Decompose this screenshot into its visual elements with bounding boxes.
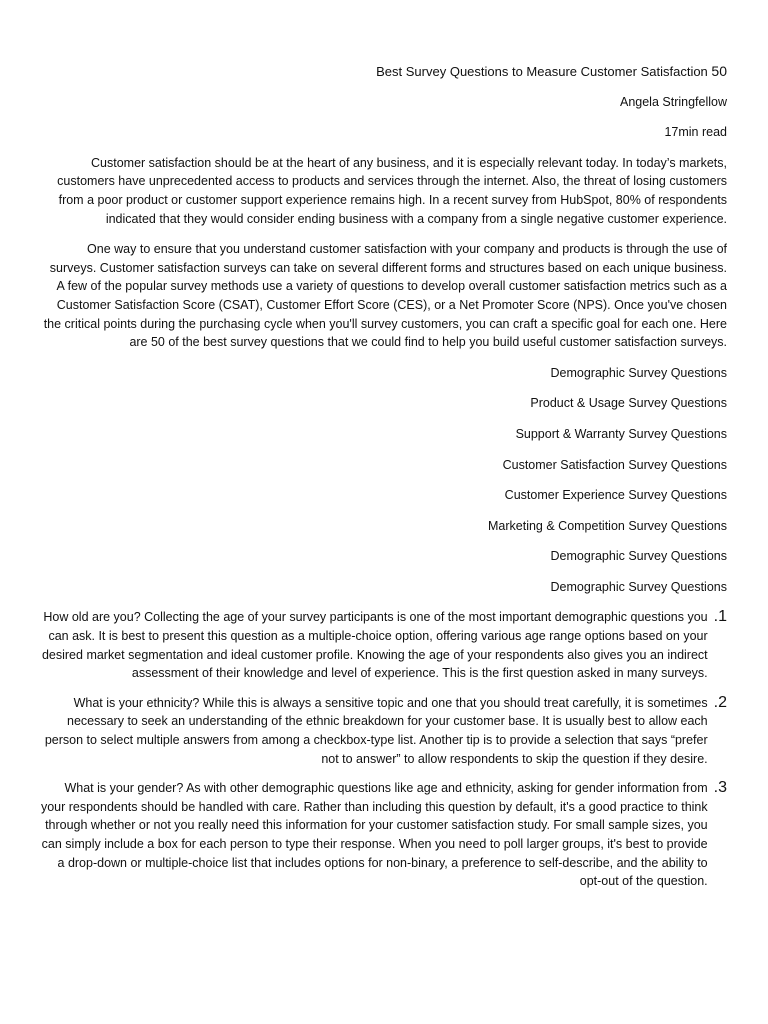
section-link: Demographic Survey Questions bbox=[550, 365, 727, 380]
question-text: What is your gender? As with other demographic questions like age and ethnicity, asking for gender information from your respondents should be handled with care. Rather than including this question by default, it's a good practice to think through whether or not you really need this information for your customer satisfaction study. For small sample sizes, you can simply include a box for each person to type their response. When you need to poll larger groups, it's best to provide a drop-down or multiple-choice list that includes options for non-binary, a preference to self-describe, and the ability to opt-out of the question. bbox=[40, 781, 708, 889]
section-heading: Demographic Survey Questions bbox=[550, 579, 727, 594]
question-item bbox=[40, 608, 727, 682]
intro-paragraph: One way to ensure that you understand customer satisfaction with your company and products is through the use of surveys. Customer satisfaction surveys can take on several different forms and structures based on each unique business. A few of the popular survey methods use a variety of questions to develop overall customer satisfaction metrics such as a Customer Satisfaction Score (CSAT), Customer Effort Score (CES), or a Net Promoter Score (NPS). Once you've chosen the critical points during the purchasing cycle when you'll survey customers, you can craft a specific goal for each one. Here are 50 of the best survey questions that we could find to help you build useful customer satisfaction surveys. bbox=[43, 242, 727, 350]
intro-paragraph: Customer satisfaction should be at the heart of any business, and it is especially relevant today. In today’s markets, customers have unprecedented access to products and services through the internet. Also, the threat of losing customers from a poor product or customer support experience remains high. In a recent survey from HubSpot, 80% of respondents indicated that they would consider ending business with a company from a single negative customer experience. bbox=[57, 155, 727, 226]
section-link: Marketing & Competition Survey Questions bbox=[488, 518, 727, 533]
question-item bbox=[40, 694, 727, 768]
section-link: Product & Usage Survey Questions bbox=[530, 396, 727, 411]
article-title-text: Best Survey Questions to Measure Customer Satisfaction bbox=[376, 64, 708, 79]
list-marker: 1. bbox=[713, 608, 727, 626]
read-time: 17min read bbox=[664, 125, 727, 140]
question-text: What is your ethnicity? While this is always a sensitive topic and one that you should treat carefully, it is sometimes necessary to seek an understanding of the ethnic breakdown for your customer base. It is usually best to allow each person to select multiple answers from among a checkbox-type list. Another tip is to provide a selection that says “prefer not to answer” to allow respondents to skip the question if they desire. bbox=[44, 695, 708, 766]
section-link: Support & Warranty Survey Questions bbox=[515, 426, 727, 441]
question-item bbox=[40, 779, 727, 891]
article-title bbox=[40, 62, 727, 82]
author-name: Angela Stringfellow bbox=[619, 94, 727, 109]
article-title-number: 50 bbox=[711, 63, 727, 79]
section-link: Customer Satisfaction Survey Questions bbox=[502, 457, 727, 472]
section-link: Demographic Survey Questions bbox=[550, 549, 727, 564]
question-text: How old are you? Collecting the age of your survey participants is one of the most important demographic questions you can ask. It is best to present this question as a multiple-choice option, offering various age range options based on your desired market segmentation and ideal customer profile. Knowing the age of your respondents also gives you an indirect assessment of their knowledge and level of experience. This is the first question asked in many surveys. bbox=[41, 610, 708, 681]
list-marker: 2. bbox=[713, 693, 727, 711]
list-marker: 3. bbox=[713, 779, 727, 797]
section-link: Customer Experience Survey Questions bbox=[504, 488, 727, 503]
